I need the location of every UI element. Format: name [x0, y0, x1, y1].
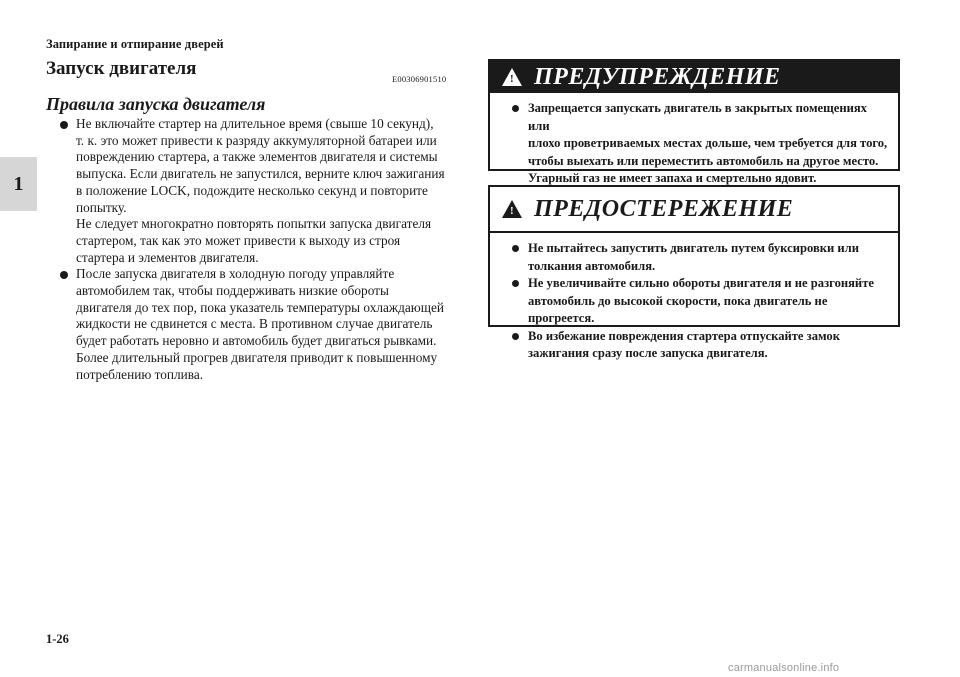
rule-item	[46, 266, 466, 383]
rule-line: потреблению топлива.	[76, 366, 204, 382]
caution-header	[490, 187, 898, 233]
page-number: 1-26	[46, 632, 69, 646]
chapter-tab	[0, 157, 37, 211]
caution-box	[488, 185, 900, 360]
caution-item	[502, 240, 888, 275]
rule-line: двигателя до тех пор, пока указатель температуры охлаждающей	[76, 299, 444, 315]
caution-line: Во избежание повреждения стартера отпускайте замок	[528, 328, 840, 343]
caution-line: зажигания сразу после запуска двигателя.	[528, 346, 768, 360]
warning-line: Запрещается запускать двигатель в закрытых помещениях или	[528, 101, 867, 133]
rule-line: попытку.	[76, 199, 127, 215]
rule-line: стартера и элементов двигателя.	[76, 249, 259, 265]
bullet-icon	[512, 333, 519, 340]
warning-line: плохо проветриваемых местах дольше, чем требуется для того,	[528, 136, 888, 150]
rules-list	[46, 116, 466, 383]
caution-item	[502, 328, 888, 363]
bullet-icon	[60, 121, 68, 129]
chapter-number: 1	[13, 172, 24, 195]
warning-triangle-icon: !	[502, 68, 522, 86]
running-header: Запирание и отпирание дверей	[46, 37, 224, 51]
rule-line: автомобилем так, чтобы поддерживать низкие обороты	[76, 283, 389, 299]
warning-line: Угарный газ не имеет запаха и смертельно ядовит.	[528, 171, 817, 185]
warning-item	[502, 100, 888, 188]
rule-item	[46, 116, 466, 266]
warning-title: ПРЕДУПРЕЖДЕНИЕ	[534, 63, 781, 90]
warning-body	[490, 93, 898, 194]
rule-line: Не включайте стартер на длительное время (свыше 10 секунд),	[76, 116, 434, 131]
rule-line: повреждению стартера, а также элементов двигателя и системы	[76, 149, 438, 165]
section-code: E00306901510	[392, 74, 447, 84]
caution-line: Не увеличивайте сильно обороты двигателя и не разгоняйте	[528, 276, 874, 290]
rule-line: в положение LOCK, подождите несколько секунд и повторите	[76, 182, 428, 198]
caution-item	[502, 275, 888, 328]
rule-line: т. к. это может привести к разряду аккумуляторной батареи или	[76, 132, 437, 148]
caution-triangle-icon: !	[502, 200, 522, 218]
section-title: Запуск двигателя	[46, 58, 197, 79]
caution-body	[490, 233, 898, 369]
watermark-text: carmanualsonline.info	[728, 662, 840, 674]
bullet-icon	[512, 105, 519, 112]
rule-line: жидкости не сдвинется с места. В противном случае двигатель	[76, 316, 433, 332]
rule-line: выпуска. Если двигатель не запустился, верните ключ зажигания	[76, 166, 445, 182]
subsection-title: Правила запуска двигателя	[46, 94, 266, 114]
caution-line: Не пытайтесь запустить двигатель путем буксировки или	[528, 241, 859, 255]
rule-line: После запуска двигателя в холодную погоду управляйте	[76, 266, 395, 282]
rule-line: стартером, так как это может привести к выходу из строя	[76, 232, 401, 248]
warning-header	[490, 61, 898, 93]
bullet-icon	[60, 271, 68, 279]
rule-line: Не следует многократно повторять попытки запуска двигателя	[76, 216, 432, 232]
caution-line: толкания автомобиля.	[528, 258, 656, 273]
bullet-icon	[512, 245, 519, 252]
bullet-icon	[512, 280, 519, 287]
rule-line: Более длительный прогрев двигателя приводит к повышенному	[76, 349, 438, 365]
rule-line: будет работать неровно и автомобиль будет двигаться рывками.	[76, 333, 437, 349]
warning-line: чтобы выехать или переместить автомобиль на другое место.	[528, 153, 879, 168]
caution-title: ПРЕДОСТЕРЕЖЕНИЕ	[534, 195, 794, 222]
warning-box	[488, 59, 900, 185]
caution-line: автомобиль до высокой скорости, пока двигатель не прогреется.	[528, 293, 828, 325]
